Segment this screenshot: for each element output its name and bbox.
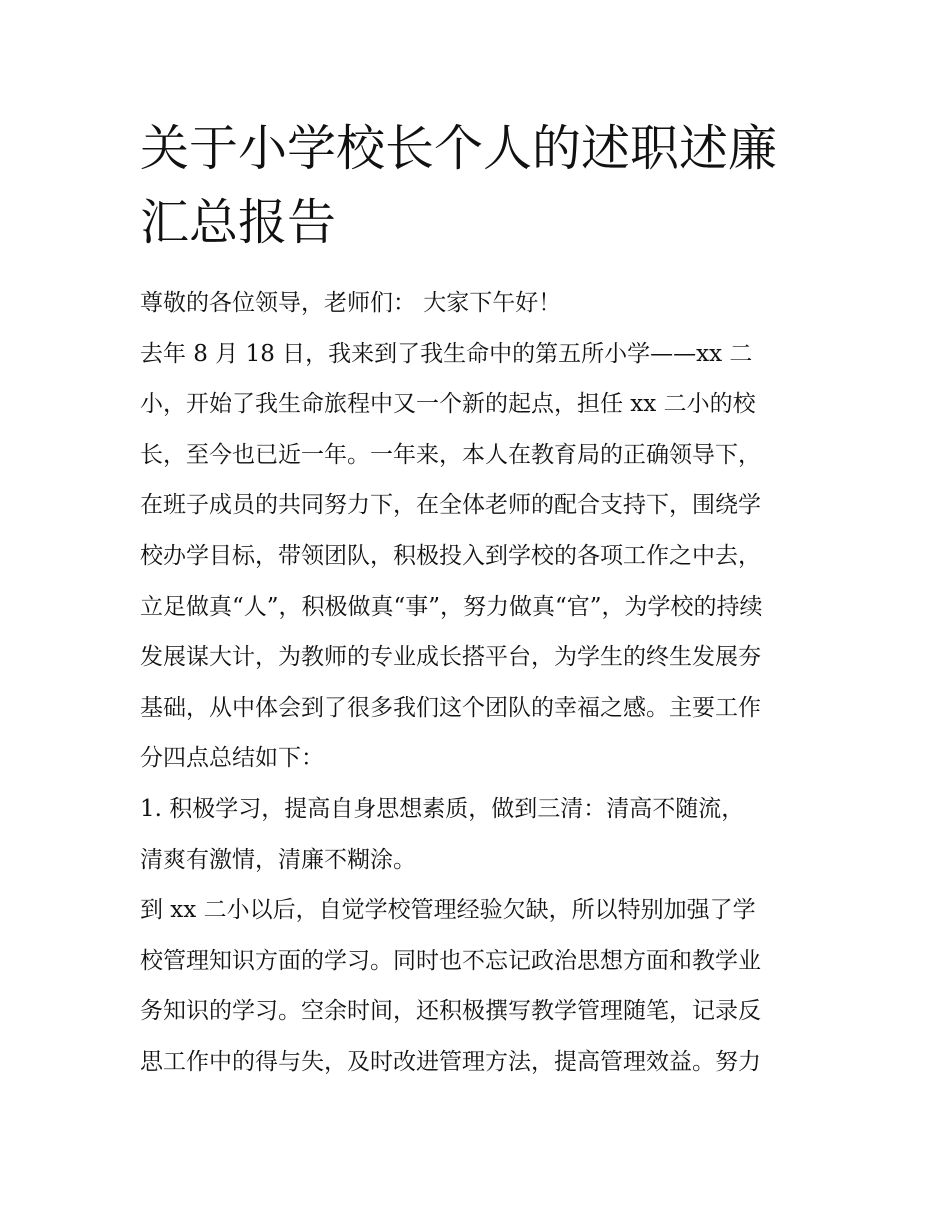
body-line: 校办学目标，带领团队，积极投入到学校的各项工作之中去，: [140, 542, 761, 569]
body-line: 分四点总结如下：: [140, 745, 324, 772]
body-line: 去年 8 月 18 日，我来到了我生命中的第五所小学——xx 二: [140, 340, 753, 367]
document-title: [140, 112, 820, 260]
body-line: 在班子成员的共同努力下，在全体老师的配合支持下，围绕学: [140, 492, 761, 519]
body-line: 发展谋大计，为教师的专业成长搭平台，为学生的终生发展夯: [140, 644, 761, 671]
section-heading-line: 1. 积极学习，提高自身思想素质，做到三清：清高不随流，: [140, 795, 745, 822]
body-line: 思工作中的得与失，及时改进管理方法，提高管理效益。努力: [140, 1048, 761, 1075]
body-line: 到 xx 二小以后，自觉学校管理经验欠缺，所以特别加强了学: [140, 897, 756, 924]
body-line: 务知识的学习。空余时间，还积极撰写教学管理随笔，记录反: [140, 998, 761, 1025]
body-line: 长，至今也已近一年。一年来，本人在教育局的正确领导下，: [140, 441, 761, 468]
body-line: 小，开始了我生命旅程中又一个新的起点，担任 xx 二小的校: [140, 391, 756, 418]
body-line: 校管理知识方面的学习。同时也不忘记政治思想方面和教学业: [140, 947, 761, 974]
body-line: 基础，从中体会到了很多我们这个团队的幸福之感。主要工作: [140, 694, 761, 721]
greeting-line: 尊敬的各位领导，老师们： 大家下午好！: [140, 290, 562, 316]
document-body: [140, 278, 830, 1088]
body-line: 立足做真“人”，积极做真“事”，努力做真“官”，为学校的持续: [140, 593, 763, 620]
section-heading-line: 清爽有激情，清廉不糊涂。: [140, 846, 416, 873]
title-line-1: 关于小学校长个人的述职述廉: [140, 120, 778, 177]
title-line-2: 汇总报告: [140, 194, 337, 251]
